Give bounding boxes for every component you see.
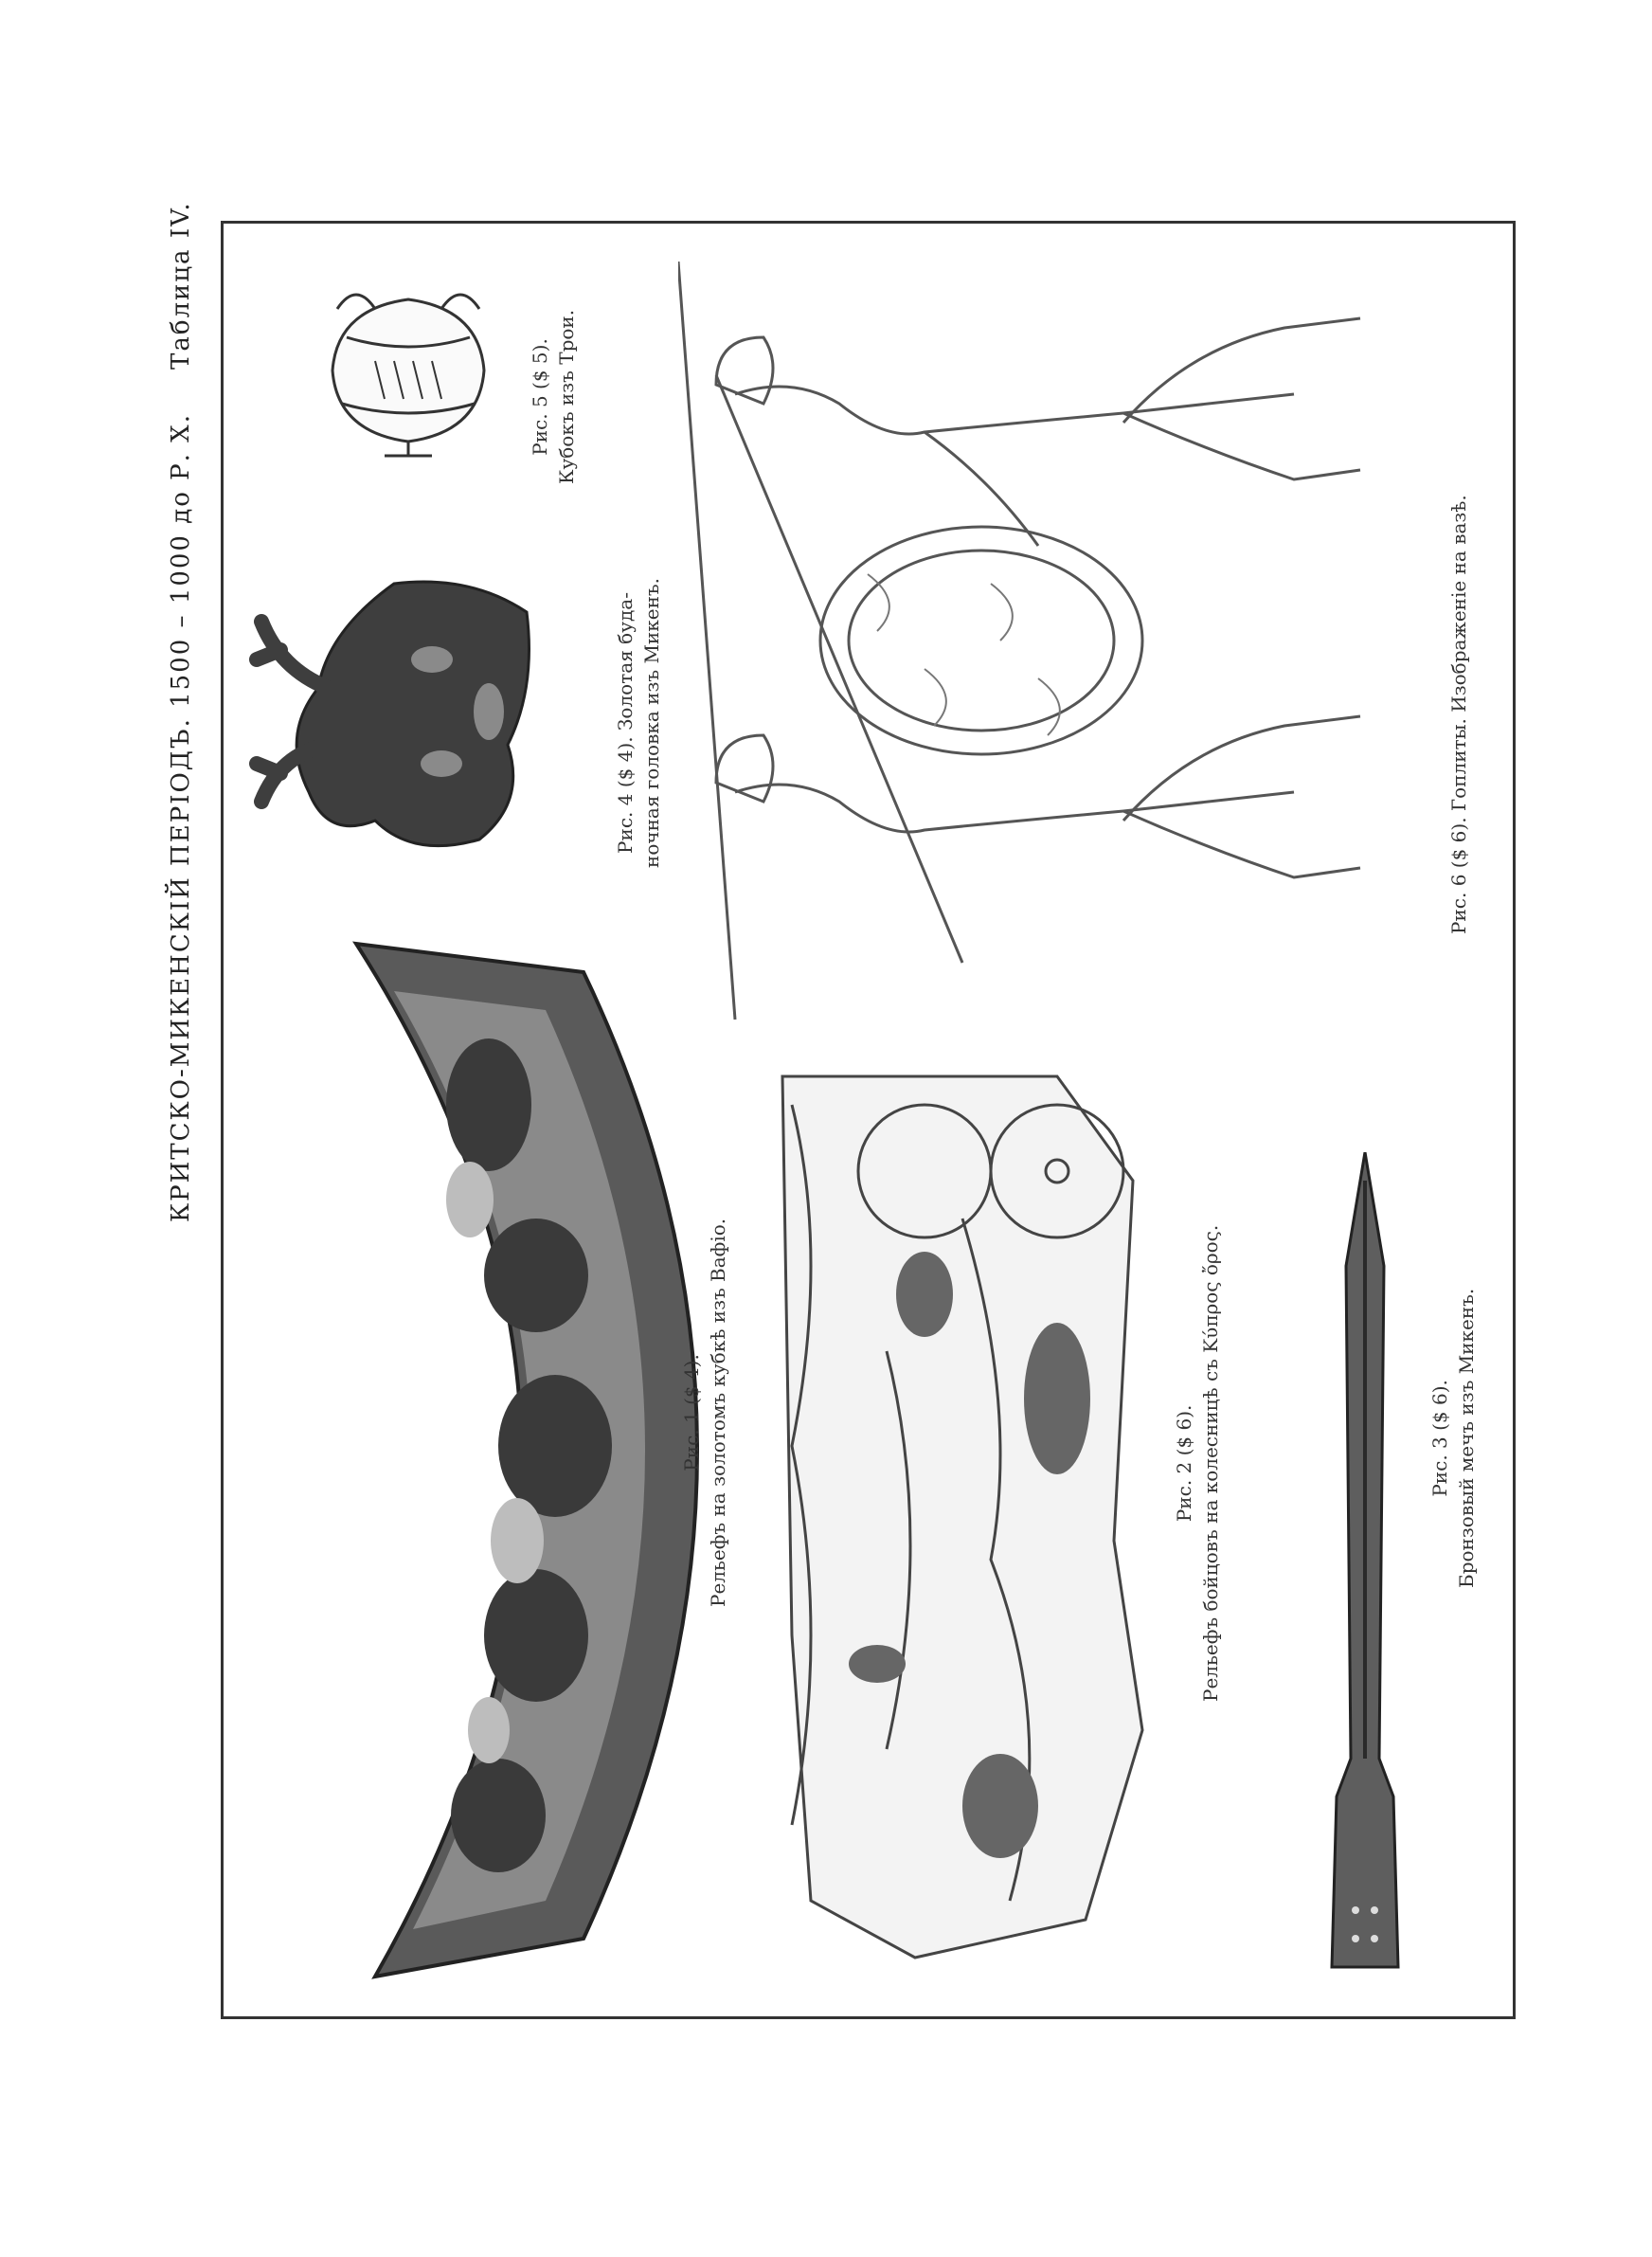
figure-5-troy-cup [318, 280, 498, 460]
figure-4-text-line1: Золотая буда- [614, 592, 637, 731]
figure-2-text: Рельефъ бойцовъ на колесницѣ съ Κύπρος ὄρος. [1199, 1224, 1222, 1702]
plate-frame [221, 221, 1516, 2019]
figure-3-caption [1427, 1289, 1480, 1588]
plate-number: Таблица IV. [167, 201, 195, 370]
figure-2-chariot-relief [773, 1067, 1152, 1967]
figure-1-gold-cup-relief [299, 915, 707, 2005]
figure-1-caption [678, 1219, 731, 1607]
figure-6-text-line [1446, 495, 1472, 934]
figure-6-caption [1446, 495, 1472, 934]
figure-4-caption-line1 [612, 578, 638, 868]
figure-5-number: Рис. 5 ($ 5). [529, 338, 551, 456]
figure-4-text-line2: ночная головка изъ Микенъ. [640, 577, 663, 868]
figure-6-text: Гоплиты. Изображеніе на вазѣ. [1447, 495, 1470, 812]
figure-3-number: Рис. 3 ($ 6). [1428, 1380, 1451, 1497]
figure-1-number: Рис. 1 ($ 4). [680, 1354, 703, 1472]
figure-5-caption [527, 310, 580, 484]
running-header: КРИТСКО-МИКЕНСКІЙ ПЕРІОДЪ. 1500 – 1000 до Р. X. [167, 413, 195, 1222]
figure-1-text: Рельефъ на золотомъ кубкѣ изъ Вафіо. [707, 1218, 729, 1607]
figure-3-text: Бронзовый мечъ изъ Микенъ. [1455, 1288, 1478, 1588]
figure-4-caption [612, 578, 665, 868]
figure-2-caption [1171, 1225, 1224, 1702]
figure-5-text: Кубокъ изъ Трои. [555, 309, 578, 484]
figure-2-number: Рис. 2 ($ 6). [1173, 1404, 1195, 1523]
figure-6-hoplites-vase [678, 262, 1398, 1038]
figure-6-number: Рис. 6 ($ 6). [1447, 817, 1470, 934]
figure-4-gold-bull-head [242, 555, 555, 868]
figure-4-number: Рис. 4 ($ 4). [614, 736, 637, 854]
figure-3-bronze-sword [1313, 1152, 1417, 1986]
